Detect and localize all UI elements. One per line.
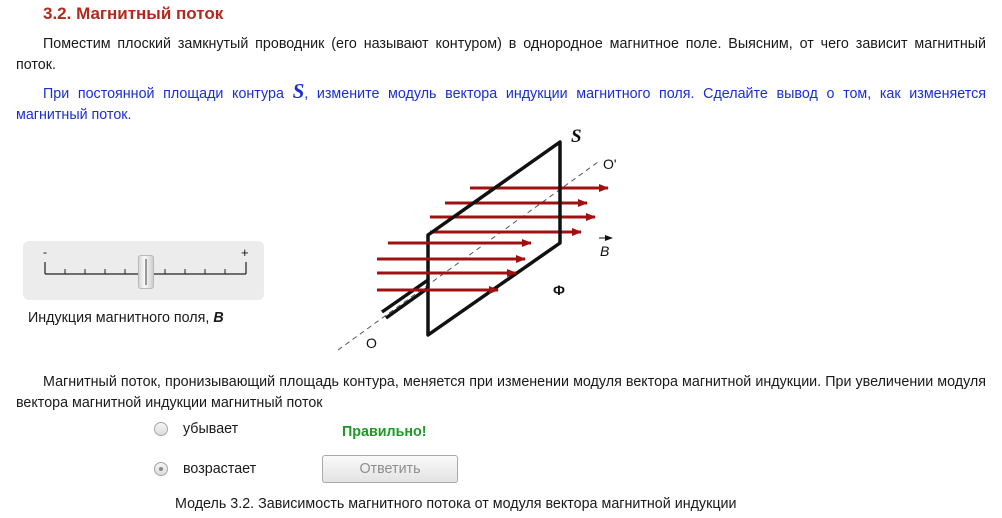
flux-label: Ф — [553, 282, 565, 298]
option-decreases[interactable] — [154, 421, 239, 437]
field-lines-front — [377, 243, 531, 290]
section-title: 3.2. Магнитный поток — [43, 4, 224, 23]
slider-label — [28, 310, 224, 326]
option-label: возрастает — [183, 461, 257, 477]
area-symbol: S — [292, 79, 305, 103]
intro-paragraph — [16, 34, 986, 76]
option-label: убывает — [183, 421, 239, 437]
slider-minus-label: - — [43, 245, 47, 259]
question-text: поток, пронизывающий площадь контура, меняется при изменении модуля вектора магнитной индукции. При увеличении модуля вектора магнитной индукции магнитный поток — [16, 374, 986, 411]
question-paragraph — [16, 372, 986, 414]
question-first-word: Магнитный — [43, 374, 117, 390]
model-caption: Модель 3.2. Зависимость магнитного потока от модуля вектора магнитной индукции — [175, 496, 737, 512]
task-text-after: , измените модуль вектора индукции магнитного поля. Сделайте вывод о том, как изменяется магнитный поток. — [16, 86, 986, 123]
slider-label-symbol: B — [213, 310, 224, 326]
feedback-message: Правильно! — [342, 424, 427, 440]
area-label: S — [571, 126, 582, 147]
conductor-frame — [382, 142, 560, 335]
induction-vector-label: B — [600, 243, 610, 259]
radio-button-selected[interactable] — [154, 462, 168, 476]
task-text-before: При постоянной площади контура — [43, 86, 293, 102]
induction-slider[interactable] — [23, 241, 264, 300]
magnetic-flux-diagram — [320, 120, 640, 360]
option-increases[interactable] — [154, 461, 257, 477]
intro-first-word: Поместим — [43, 36, 111, 52]
answer-button[interactable]: Ответить — [322, 455, 458, 483]
radio-button[interactable] — [154, 422, 168, 436]
intro-text: плоский замкнутый проводник (его называют контуром) в однородное магнитное поле. Выясним, от чего зависит магнитный поток. — [16, 36, 986, 73]
axis-label-bottom: O — [366, 335, 377, 351]
slider-label-text: Индукция магнитного поля, — [28, 310, 214, 326]
slider-thumb[interactable] — [138, 255, 154, 289]
slider-plus-label: + — [241, 245, 249, 260]
field-lines-back — [430, 188, 608, 232]
axis-label-top: O' — [603, 156, 617, 172]
